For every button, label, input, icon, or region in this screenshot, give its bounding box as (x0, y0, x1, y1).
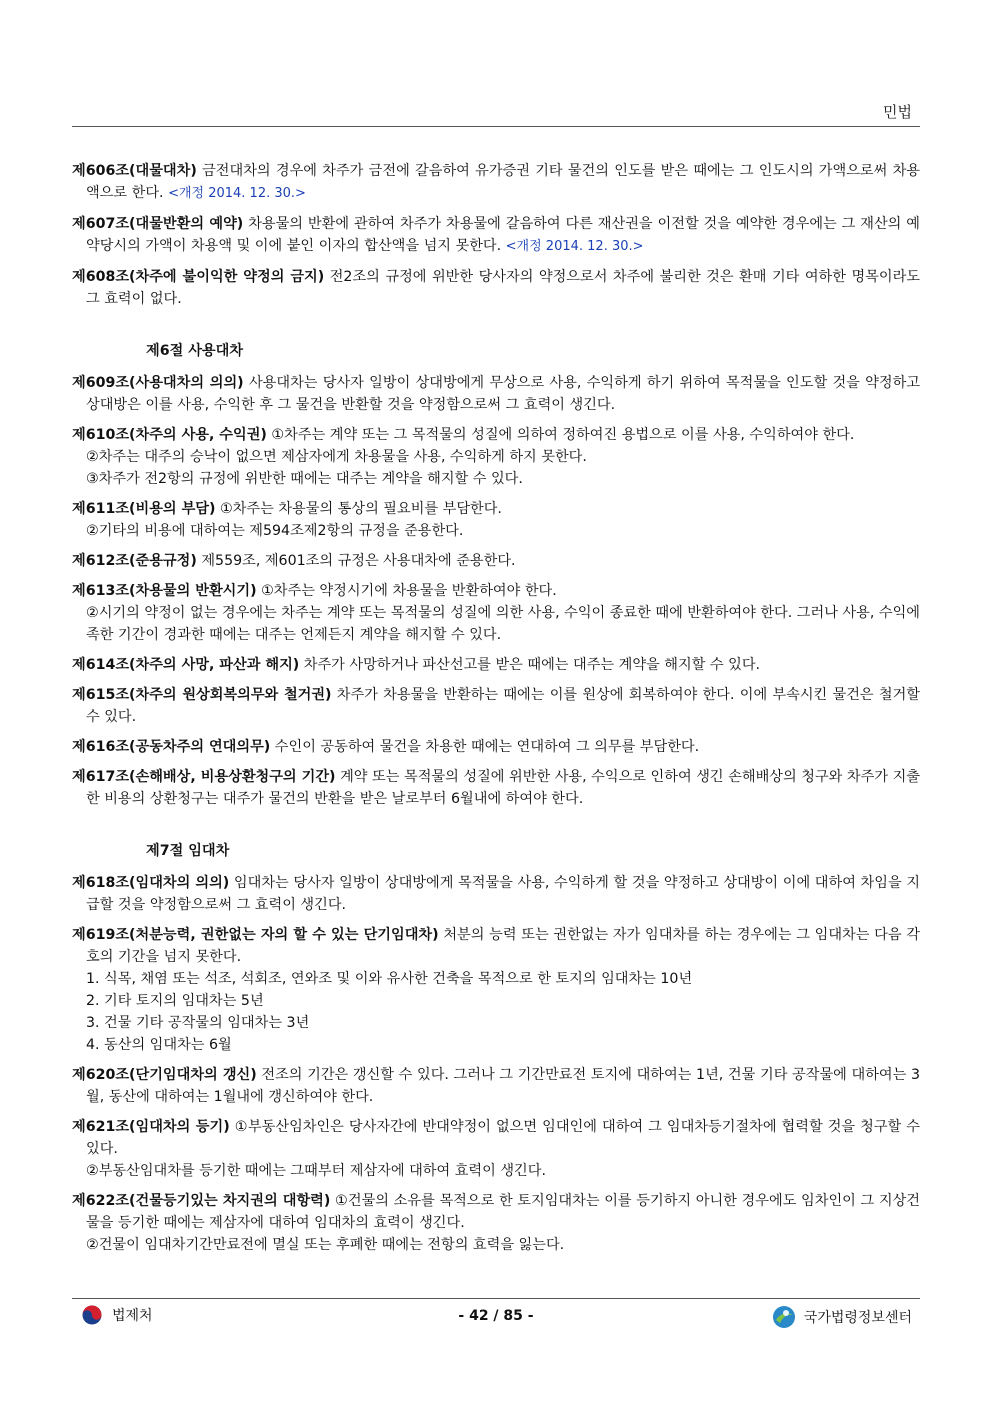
articles-group (72, 872, 920, 1256)
article-text: 전2조의 규정에 위반한 당사자의 약정으로서 차주에 불리한 것은 환매 기타 여하한 명목이라도 그 효력이 없다. (86, 269, 920, 307)
footer-agency-name: 법제처 (112, 1308, 153, 1324)
article-clause: 1. 식목, 채염 또는 석조, 석회조, 연와조 및 이와 유사한 건축을 목적으로 한 토지의 임대차는 10년 (86, 971, 693, 987)
article-heading: 제606조(대물대차) (72, 163, 197, 179)
article-heading: 제622조(건물등기있는 차지권의 대항력) (72, 1193, 331, 1209)
footer (72, 1305, 920, 1331)
article-text: ①건물의 소유를 목적으로 한 토지임대차는 이를 등기하지 아니한 경우에도 임차인이 그 지상건물을 등기한 때에는 제삼자에 대하여 임대차의 효력이 생긴다. (86, 1193, 920, 1231)
article-text: 계약 또는 목적물의 성질에 위반한 사용, 수익으로 인하여 생긴 손해배상의 청구와 차주가 지출한 비용의 상환청구는 대주가 물건의 반환을 받은 날로부터 6월내에 하여야 한다. (86, 769, 920, 807)
article-text: 차주가 차용물을 반환하는 때에는 이를 원상에 회복하여야 한다. 이에 부속시킨 물건은 철거할 수 있다. (86, 687, 920, 725)
article (72, 654, 920, 676)
article-heading: 제608조(차주에 불이익한 약정의 금지) (72, 269, 325, 285)
footer-rule (72, 1298, 920, 1299)
article-heading: 제615조(차주의 원상회복의무와 철거권) (72, 687, 332, 703)
article-text: 처분의 능력 또는 권한없는 자가 임대차를 하는 경우에는 그 임대차는 다음 각호의 기간을 넘지 못한다. (86, 927, 920, 965)
article-clause: ②시기의 약정이 없는 경우에는 차주는 계약 또는 목적물의 성질에 의한 사용, 수익이 종료한 때에 반환하여야 한다. 그러나 사용, 수익에 족한 기간이 경과한 때에는 대주는 언제든지 계약을 해지할 수 있다. (86, 605, 920, 643)
article-heading: 제609조(사용대차의 의의) (72, 375, 244, 391)
article-heading: 제610조(차주의 사용, 수익권) (72, 427, 267, 443)
article-clause: ②기타의 비용에 대하여는 제594조제2항의 규정을 준용한다. (86, 523, 464, 539)
article-heading: 제620조(단기임대차의 갱신) (72, 1067, 257, 1083)
article-heading: 제612조(준용규정) (72, 553, 197, 569)
page-number: - 42 / 85 - (458, 1308, 534, 1324)
article-text: 전조의 기간은 갱신할 수 있다. 그러나 그 기간만료전 토지에 대하여는 1년, 건물 기타 공작물에 대하여는 3월, 동산에 대하여는 1월내에 갱신하여야 한다. (86, 1067, 920, 1105)
document-body (72, 160, 920, 1264)
header-title: 민법 (883, 103, 912, 121)
article (72, 372, 920, 416)
article (72, 924, 920, 1056)
article-heading: 제611조(비용의 부담) (72, 501, 216, 517)
article (72, 213, 920, 258)
article-heading: 제617조(손해배상, 비용상환청구의 기간) (72, 769, 336, 785)
revision-note: <개정 2014. 12. 30.> (505, 239, 644, 254)
article-clause: 2. 기타 토지의 임대차는 5년 (86, 993, 264, 1009)
article-text: 차주가 사망하거나 파산선고를 받은 때에는 대주는 계약을 해지할 수 있다. (299, 657, 761, 673)
header-rule (72, 126, 920, 127)
article-clause: ②건물이 임대차기간만료전에 멸실 또는 후폐한 때에는 전항의 효력을 잃는다. (86, 1237, 565, 1253)
article-text: ①차주는 차용물의 통상의 필요비를 부담한다. (215, 501, 502, 517)
article-text: ①차주는 계약 또는 그 목적물의 성질에 의하여 정하여진 용법으로 이를 사용, 수익하여야 한다. (266, 427, 855, 443)
article (72, 498, 920, 542)
article-heading: 제618조(임대차의 의의) (72, 875, 230, 891)
article (72, 424, 920, 490)
article-clause: ③차주가 전2항의 규정에 위반한 때에는 대주는 계약을 해지할 수 있다. (86, 471, 523, 487)
article-text: ①차주는 약정시기에 차용물을 반환하여야 한다. (256, 583, 557, 599)
articles-group (72, 372, 920, 810)
article-text: 제559조, 제601조의 규정은 사용대차에 준용한다. (196, 553, 516, 569)
article (72, 160, 920, 205)
section-heading: 제6절 사용대차 (146, 343, 244, 359)
law-center-logo-icon (772, 1305, 796, 1329)
article (72, 580, 920, 646)
article-heading: 제613조(차용물의 반환시기) (72, 583, 257, 599)
article (72, 1116, 920, 1182)
article-heading: 제607조(대물반환의 예약) (72, 216, 244, 232)
article-heading: 제619조(처분능력, 권한없는 자의 할 수 있는 단기임대차) (72, 927, 439, 943)
article (72, 1064, 920, 1108)
article-text: 금전대차의 경우에 차주가 금전에 갈음하여 유가증권 기타 물건의 인도를 받은 때에는 그 인도시의 가액으로써 차용액으로 한다. (86, 163, 920, 201)
article (72, 736, 920, 758)
article-clause: ②부동산임대차를 등기한 때에는 그때부터 제삼자에 대하여 효력이 생긴다. (86, 1163, 546, 1179)
footer-center-name: 국가법령정보센터 (803, 1310, 912, 1326)
article-heading: 제616조(공동차주의 연대의무) (72, 739, 271, 755)
article-text: 차용물의 반환에 관하여 차주가 차용물에 갈음하여 다른 재산권을 이전할 것을 예약한 경우에는 그 재산의 예약당시의 가액이 차용액 및 이에 붙인 이자의 합산액을 넘지 못한다. (86, 216, 920, 254)
article-text: 임대차는 당사자 일방이 상대방에게 목적물을 사용, 수익하게 할 것을 약정하고 상대방이 이에 대하여 차임을 지급할 것을 약정함으로써 그 효력이 생긴다. (86, 875, 921, 913)
article-clause: 4. 동산의 임대차는 6월 (86, 1037, 232, 1053)
article (72, 766, 920, 810)
revision-note: <개정 2014. 12. 30.> (168, 186, 306, 201)
article (72, 872, 920, 916)
article (72, 1190, 920, 1256)
section-heading: 제7절 임대차 (146, 843, 230, 859)
footer-right (772, 1305, 912, 1329)
article-text: 사용대차는 당사자 일방이 상대방에게 무상으로 사용, 수익하게 하기 위하여 목적물을 인도할 것을 약정하고 상대방은 이를 사용, 수익한 후 그 물건을 반환할 것을 약정함으로써 그 효력이 생긴다. (86, 375, 920, 413)
article-text: 수인이 공동하여 물건을 차용한 때에는 연대하여 그 의무를 부담한다. (270, 739, 700, 755)
article-heading: 제621조(임대차의 등기) (72, 1119, 230, 1135)
article (72, 550, 920, 572)
article (72, 266, 920, 310)
articles-group (72, 160, 920, 310)
article-heading: 제614조(차주의 사망, 파산과 해지) (72, 657, 300, 673)
article-clause: 3. 건물 기타 공작물의 임대차는 3년 (86, 1015, 310, 1031)
article (72, 684, 920, 728)
article-clause: ②차주는 대주의 승낙이 없으면 제삼자에게 차용물을 사용, 수익하게 하지 못한다. (86, 449, 587, 465)
article-text: ①부동산임차인은 당사자간에 반대약정이 없으면 임대인에 대하여 그 임대차등기절차에 협력할 것을 청구할 수 있다. (86, 1119, 920, 1157)
